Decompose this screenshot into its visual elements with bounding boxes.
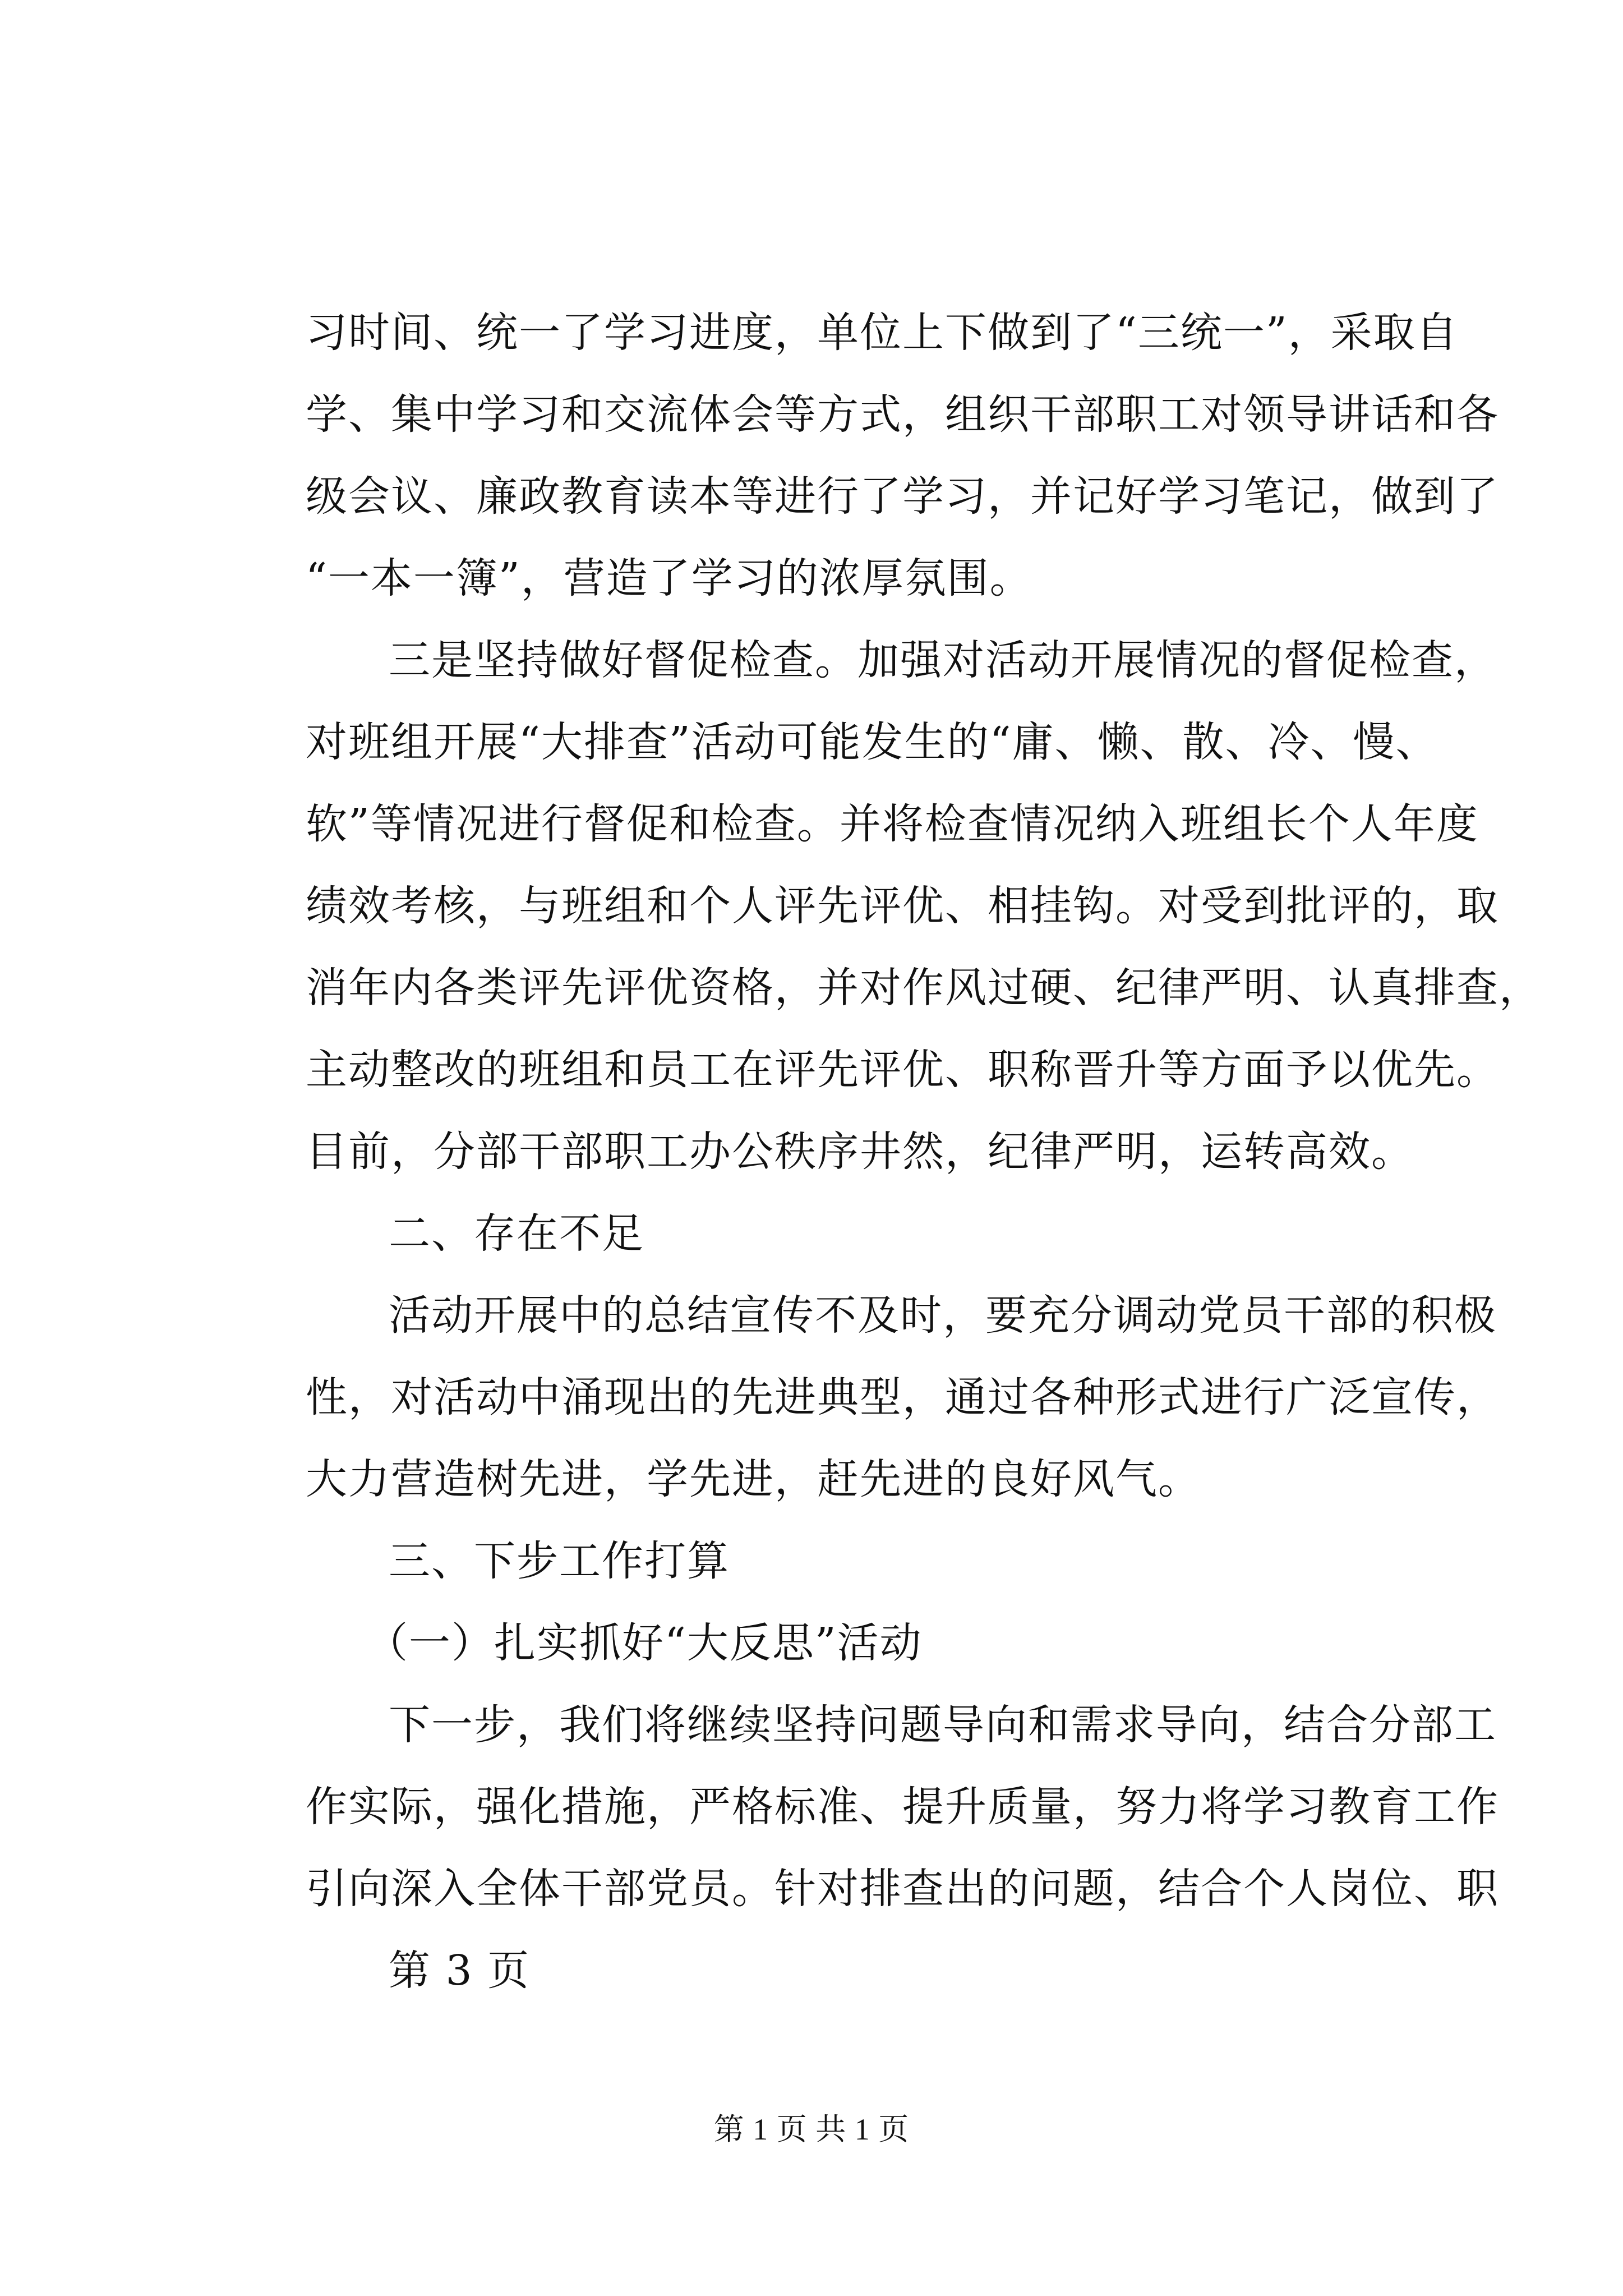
- page-number-text: 第 3 页: [389, 1947, 531, 1995]
- paragraph-line: 绩效考核，与班组和个人评先评优、相挂钩。对受到批评的，取: [306, 882, 1499, 930]
- paragraph-line: 学、集中学习和交流体会等方式，组织干部职工对领导讲话和各: [306, 390, 1499, 439]
- paragraph-line: 消年内各类评先评优资格，并对作风过硬、纪律严明、认真排查，: [306, 964, 1542, 1012]
- paragraph-line: “一本一簿”，营造了学习的浓厚氛围。: [306, 554, 1032, 602]
- paragraph-line: 三是坚持做好督促检查。加强对活动开展情况的督促检查，: [389, 636, 1497, 684]
- paragraph-line: 大力营造树先进，学先进，赶先进的良好风气。: [306, 1455, 1201, 1503]
- paragraph-line: 目前，分部干部职工办公秩序井然，纪律严明，运转高效。: [306, 1128, 1414, 1176]
- section-heading: 三、下步工作打算: [389, 1537, 730, 1585]
- paragraph-line: 作实际，强化措施，严格标准、提升质量，努力将学习教育工作: [306, 1783, 1499, 1831]
- paragraph-line: 活动开展中的总结宣传不及时，要充分调动党员干部的积极: [389, 1291, 1497, 1340]
- paragraph-line: 引向深入全体干部党员。针对排查出的问题，结合个人岗位、职: [306, 1865, 1499, 1913]
- subsection-heading: （一）扎实抓好“大反思”活动: [366, 1619, 923, 1667]
- paragraph-line: 习时间、统一了学习进度，单位上下做到了“三统一”，采取自: [306, 309, 1459, 357]
- page-footer: 第 1 页 共 1 页: [713, 2113, 910, 2146]
- paragraph-line: 下一步，我们将继续坚持问题导向和需求导向，结合分部工: [389, 1701, 1497, 1749]
- paragraph-line: 性，对活动中涌现出的先进典型，通过各种形式进行广泛宣传，: [306, 1373, 1499, 1421]
- paragraph-line: 对班组开展“大排查”活动可能发生的“庸、懒、散、冷、慢、: [306, 718, 1438, 766]
- section-heading: 二、存在不足: [389, 1209, 644, 1258]
- paragraph-line: 软”等情况进行督促和检查。并将检查情况纳入班组长个人年度: [306, 800, 1479, 848]
- document-body: [306, 292, 1542, 2012]
- paragraph-line: 主动整改的班组和员工在评先评优、职称晋升等方面予以优先。: [306, 1046, 1499, 1094]
- paragraph-line: 级会议、廉政教育读本等进行了学习，并记好学习笔记，做到了: [306, 472, 1499, 521]
